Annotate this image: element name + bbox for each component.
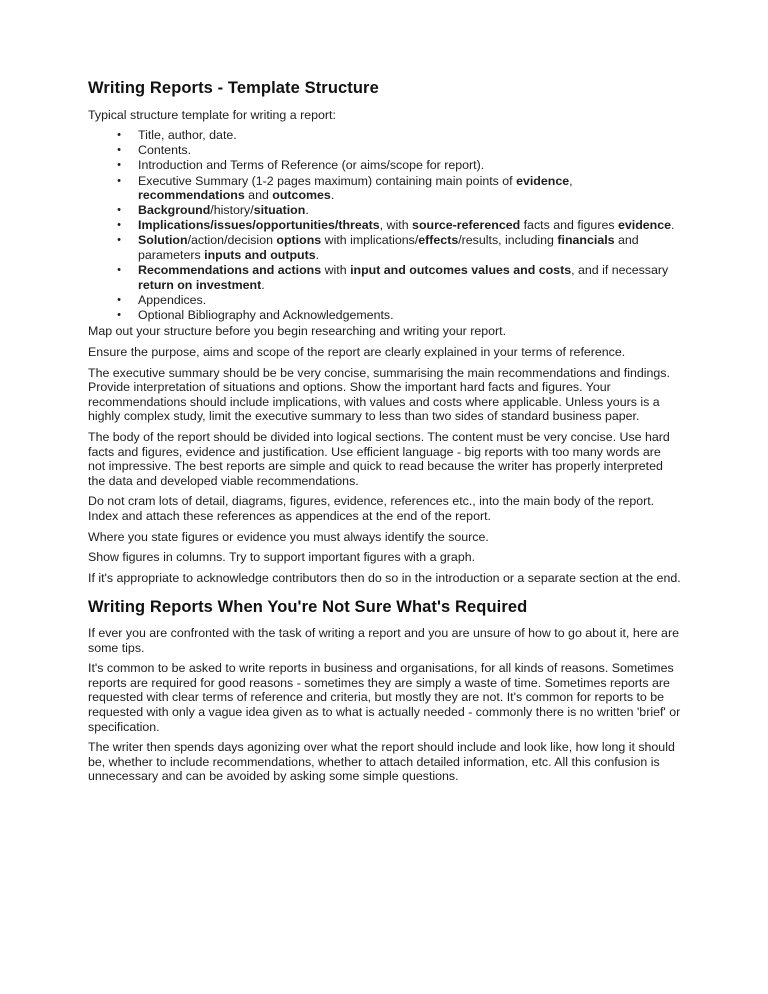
bullet-dot-icon: •	[117, 293, 121, 306]
list-item-text: Optional Bibliography and Acknowledgements.	[138, 307, 394, 322]
body-paragraph: Map out your structure before you begin researching and writing your report.	[88, 324, 507, 339]
list-item	[88, 308, 681, 323]
bullet-dot-icon: •	[117, 264, 121, 277]
list-item-text: Background/history/situation.	[138, 203, 309, 218]
list-item-text: Executive Summary (1-2 pages maximum) containing main points of evidence, recommendations and outcomes.	[138, 173, 573, 203]
body-paragraph: Ensure the purpose, aims and scope of the report are clearly explained in your terms of reference.	[88, 345, 626, 360]
list-item-text: Contents.	[138, 143, 192, 158]
body-paragraph: The writer then spends days agonizing over what the report should include and look like, how long it should be, whether to include recommendations, whether to attach detailed information, etc. All this confusion is unnecessary and can be avoided by asking some simple questions.	[88, 740, 675, 784]
body-paragraph: Do not cram lots of detail, diagrams, figures, evidence, references etc., into the main body of the report. Index and attach these references as appendices at the end of the report.	[88, 494, 655, 523]
section-heading-not-sure-required: Writing Reports When You're Not Sure What's Required	[88, 598, 528, 617]
body-paragraph: Where you state figures or evidence you must always identify the source.	[88, 529, 489, 544]
bullet-dot-icon: •	[117, 174, 121, 187]
body-paragraph: If ever you are confronted with the task of writing a report and you are unsure of how to go about it, here are some tips.	[88, 625, 679, 655]
list-item-text: Solution/action/decision options with implications/effects/results, including financials and parameters inputs and outputs.	[138, 233, 639, 262]
bullet-dot-icon: •	[117, 144, 121, 157]
list-item	[88, 203, 681, 218]
list-item	[88, 143, 681, 158]
list-item-text: Appendices.	[138, 292, 207, 307]
section2-paragraphs	[88, 626, 681, 784]
body-paragraph: If it's appropriate to acknowledge contributors then do so in the introduction or a separate section at the end.	[88, 570, 681, 585]
list-item	[88, 174, 681, 203]
document-body	[88, 78, 681, 784]
bullet-dot-icon: •	[117, 308, 121, 321]
body-paragraph: The body of the report should be divided into logical sections. The content must be very concise. Use hard facts and figures, evidence and justification. Use efficient language - big reports with too many words are not impressive. The best reports are simple and quick to read because the writer has properly interpreted the data and developed viable recommendations.	[88, 430, 670, 488]
bullet-dot-icon: •	[117, 219, 121, 232]
list-item-text: Recommendations and actions with input and outcomes values and costs, and if necessary return on investment.	[138, 263, 669, 292]
list-item-text: Title, author, date.	[138, 128, 237, 143]
list-item	[88, 263, 681, 292]
page-title: Writing Reports - Template Structure	[88, 79, 379, 97]
paragraphs-after-bullets	[88, 324, 681, 585]
intro-paragraph: Typical structure template for writing a report:	[88, 107, 336, 122]
bullet-dot-icon: •	[117, 129, 121, 142]
structure-bullet-list	[88, 128, 681, 322]
bullet-dot-icon: •	[117, 204, 121, 217]
list-item-text: Implications/issues/opportunities/threats, with source-referenced facts and figures evidence.	[138, 218, 675, 233]
list-item	[88, 218, 681, 233]
body-paragraph: The executive summary should be be very concise, summarising the main recommendations and findings. Provide interpretation of situations and options. Show the important hard facts and figures. Your recommendations should include implications, with values and costs where applicable. Unless yours is a highly complex study, limit the executive summary to less than two sides of standard business paper.	[88, 365, 670, 424]
body-paragraph: It's common to be asked to write reports in business and organisations, for all kinds of reasons. Sometimes reports are required for good reasons - sometimes they are simply a waste of time. Sometimes reports are requested with clear terms of reference and criteria, but mostly they are not. It's common for reports to be requested with only a vague idea given as to what is actually needed - commonly there is no written 'brief' or specification.	[88, 661, 681, 734]
body-paragraph: Show figures in columns. Try to support important figures with a graph.	[88, 550, 476, 565]
list-item-text: Introduction and Terms of Reference (or aims/scope for report).	[138, 158, 485, 173]
list-item	[88, 233, 681, 262]
list-item	[88, 293, 681, 308]
list-item	[88, 128, 681, 143]
bullet-dot-icon: •	[117, 159, 121, 172]
list-item	[88, 158, 681, 173]
bullet-dot-icon: •	[117, 234, 121, 247]
